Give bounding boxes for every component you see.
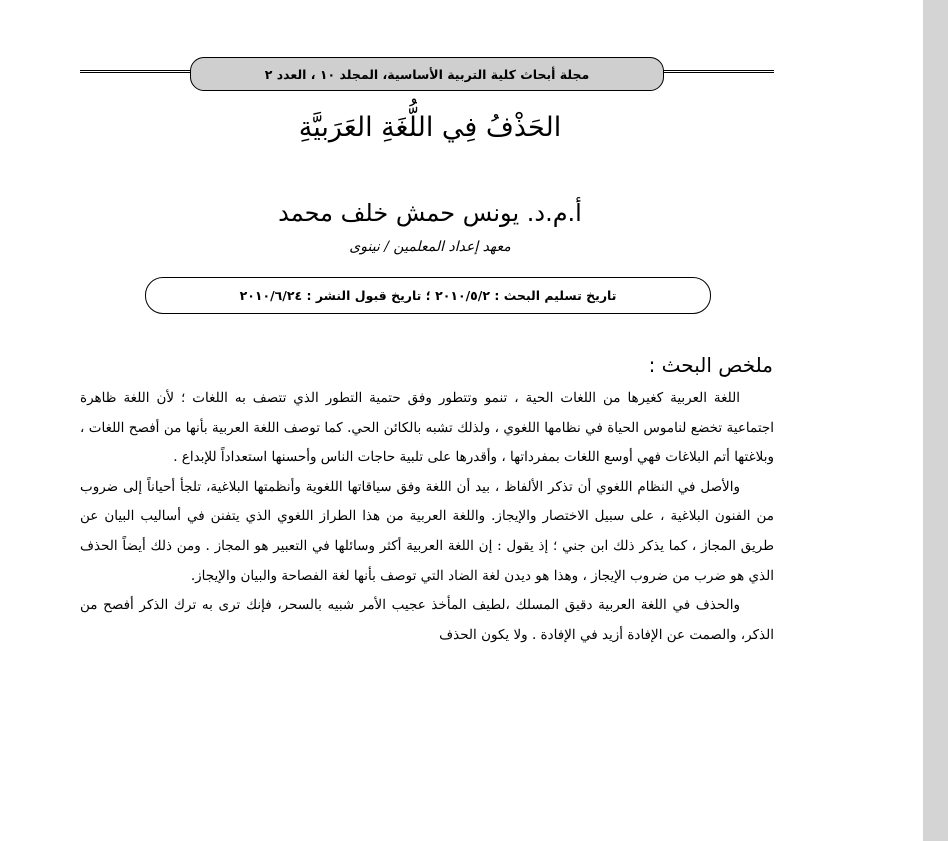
abstract-paragraph: اللغة العربية كغيرها من اللغات الحية ، تنمو وتتطور وفق حتمية التطور الذي تتصف به اللغات ؛ لأن اللغة ظاهرة اجتماعية تخضع لناموس الحياة في نظامها اللغوي ، ولذلك تشبه بالكائن الحي. كما توصف اللغة العربية بأنها من أفصح اللغات ، وبلاغتها أتم البلاغات فهي أوسع اللغات بمفرداتها ، وأقدرها على تلبية حاجات الناس وأحسنها استعداداً للإبداع . xyxy=(80,390,774,466)
abstract-paragraph: والحذف في اللغة العربية دقيق المسلك ،لطيف المأخذ عجيب الأمر شبيه بالسحر، فإنك ترى به ترك الذكر أفصح من الذكر، والصمت عن الإفادة أزيد في الإفادة . ولا يكون الحذف xyxy=(80,597,774,643)
abstract-heading: ملخص البحث : xyxy=(648,353,773,377)
author-name: أ.م.د. يونس حمش خلف محمد xyxy=(278,199,582,227)
abstract-paragraph: والأصل في النظام اللغوي أن تذكر الألفاظ ، بيد أن اللغة وفق سياقاتها اللغوية وأنظمتها البلاغية، تلجأ أحياناً إلى ضروب من الفنون البلاغية ، على سبيل الاختصار والإيجاز. واللغة العربية من هذا الطراز اللغوي الذي يتفنن في أساليب البيان عن طريق المجاز ، كما يذكر ذلك ابن جني ؛ إذ يقول : إن اللغة العربية أكثر وسائلها في التعبير هو المجاز . ومن ذلك أيضاً الحذف الذي هو ضرب من ضروب الإيجاز ، وهذا هو ديدن لغة الضاد التي توصف بأنها لغة الفصاحة والبيان والإيجاز. xyxy=(80,478,774,584)
article-title: الحَذْفُ فِي اللُّغَةِ العَرَبيَّةِ xyxy=(298,112,562,143)
side-margin-strip xyxy=(923,0,948,841)
submission-dates: تاريخ تسليم البحث : ٢٠١٠/٥/٢ ؛ تاريخ قبول النشر : ٢٠١٠/٦/٢٤ xyxy=(145,277,711,314)
journal-header: مجلة أبحاث كلية التربية الأساسية، المجلد ١٠ ، العدد ٢ xyxy=(190,57,664,91)
header-rule-right xyxy=(663,70,774,73)
header-rule-left xyxy=(80,70,192,73)
author-affiliation: معهد إعداد المعلمين / نينوى xyxy=(349,239,511,255)
abstract-body xyxy=(80,384,774,650)
